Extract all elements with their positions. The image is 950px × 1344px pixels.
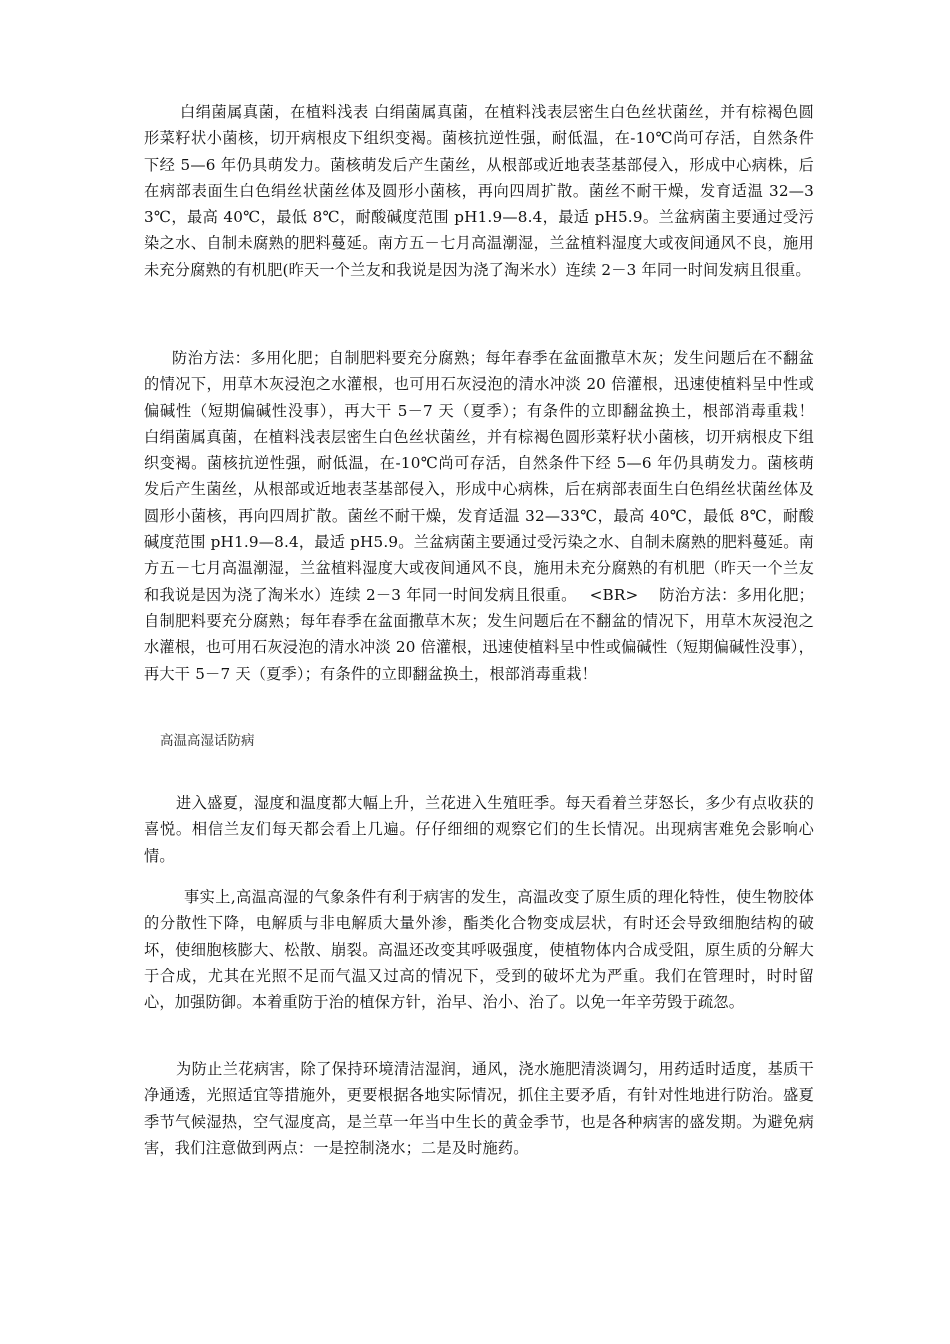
paragraph-control-methods: 防治方法：多用化肥；自制肥料要充分腐熟；每年春季在盆面撒草木灰；发生问题后在不翻盆的情况下，用草木灰浸泡之水灌根，也可用石灰浸泡的清水冲淡 20 倍灌根，迅速使植料呈中性或偏碱性（短期偏碱性没事），再大干 5－7 天（夏季）；有条件的立即翻盆换土，根部消毒重栽！ 白绢菌属真菌，在植料浅表层密生白色丝状菌丝，并有棕褐色圆形菜籽状小菌核，切开病根皮下组织变褐。菌核抗逆性强，耐低温，在-10℃尚可存活，自然条件下经 5—6 年仍具萌发力。菌核萌发后产生菌丝，从根部或近地表茎基部侵入，形成中心病株，后在病部表面生白色绢丝状菌丝体及圆形小菌核，再向四周扩散。菌丝不耐干燥，发育适温 32—33℃，最高 40℃，最低 8℃，耐酸碱度范围 pH1.9—8.4，最适 pH5.9。兰盆病菌主要通过受污染之水、自制未腐熟的肥料蔓延。南方五－七月高温潮湿，兰盆植料湿度大或夜间通风不良，施用未充分腐熟的有机肥（昨天一个兰友和我说是因为浇了淘米水）连续 2－3 年同一时间发病且很重。 <BR> 防治方法：多用化肥；自制肥料要充分腐熟；每年春季在盆面撒草木灰；发生问题后在不翻盆的情况下，用草木灰浸泡之水灌根，也可用石灰浸泡的清水冲淡 20 倍灌根，迅速使植料呈中性或偏碱性（短期偏碱性没事），再大干 5－7 天（夏季）；有条件的立即翻盆换土，根部消毒重栽！	[144, 349, 835, 683]
paragraph-summer-intro: 进入盛夏，湿度和温度都大幅上升，兰花进入生殖旺季。每天看着兰芽怒长，多少有点收获的喜悦。相信兰友们每天都会看上几遍。仔仔细细的观察它们的生长情况。出现病害难免会影响心情。	[144, 794, 814, 865]
paragraph-pathogen-description: 白绢菌属真菌，在植料浅表 白绢菌属真菌，在植料浅表层密生白色丝状菌丝，并有棕褐色圆形菜籽状小菌核，切开病根皮下组织变褐。菌核抗逆性强，耐低温，在-10℃尚可存活，自然条件下经 5—6 年仍具萌发力。菌核萌发后产生菌丝，从根部或近地表茎基部侵入，形成中心病株，后在病部表面生白色绢丝状菌丝体及圆形小菌核，再向四周扩散。菌丝不耐干燥，发育适温 32—33℃，最高 40℃，最低 8℃，耐酸碱度范围 pH1.9—8.4，最适 pH5.9。兰盆病菌主要通过受污染之水、自制未腐熟的肥料蔓延。南方五－七月高温潮湿，兰盆植料湿度大或夜间通风不良，施用未充分腐熟的有机肥(昨天一个兰友和我说是因为浇了淘米水）连续 2－3 年同一时间发病且很重。	[144, 103, 814, 279]
paragraph-prevention-measures: 为防止兰花病害，除了保持环境清洁湿润，通风，浇水施肥清淡调匀，用药适时适度，基质干净通透，光照适宜等措施外，更要根据各地实际情况，抓住主要矛盾，有针对性地进行防治。盛夏季节气候湿热，空气湿度高，是兰草一年当中生长的黄金季节，也是各种病害的盛发期。为避免病害，我们注意做到两点：一是控制浇水；二是及时施药。	[144, 1060, 814, 1157]
section-heading: 高温高湿话防病	[160, 733, 255, 749]
paragraph-high-temperature-effects: 事实上,高温高湿的气象条件有利于病害的发生，高温改变了原生质的理化特性，使生物胶体的分散性下降，电解质与非电解质大量外渗，酯类化合物变成层状，有时还会导致细胞结构的破坏，使细胞核膨大、松散、崩裂。高温还改变其呼吸强度，使植物体内合成受阻，原生质的分解大于合成，尤其在光照不足而气温又过高的情况下，受到的破坏尤为严重。我们在管理时，时时留心，加强防御。本着重防于治的植保方针，治早、治小、治了。以免一年辛劳毁于疏忽。	[144, 888, 814, 1012]
